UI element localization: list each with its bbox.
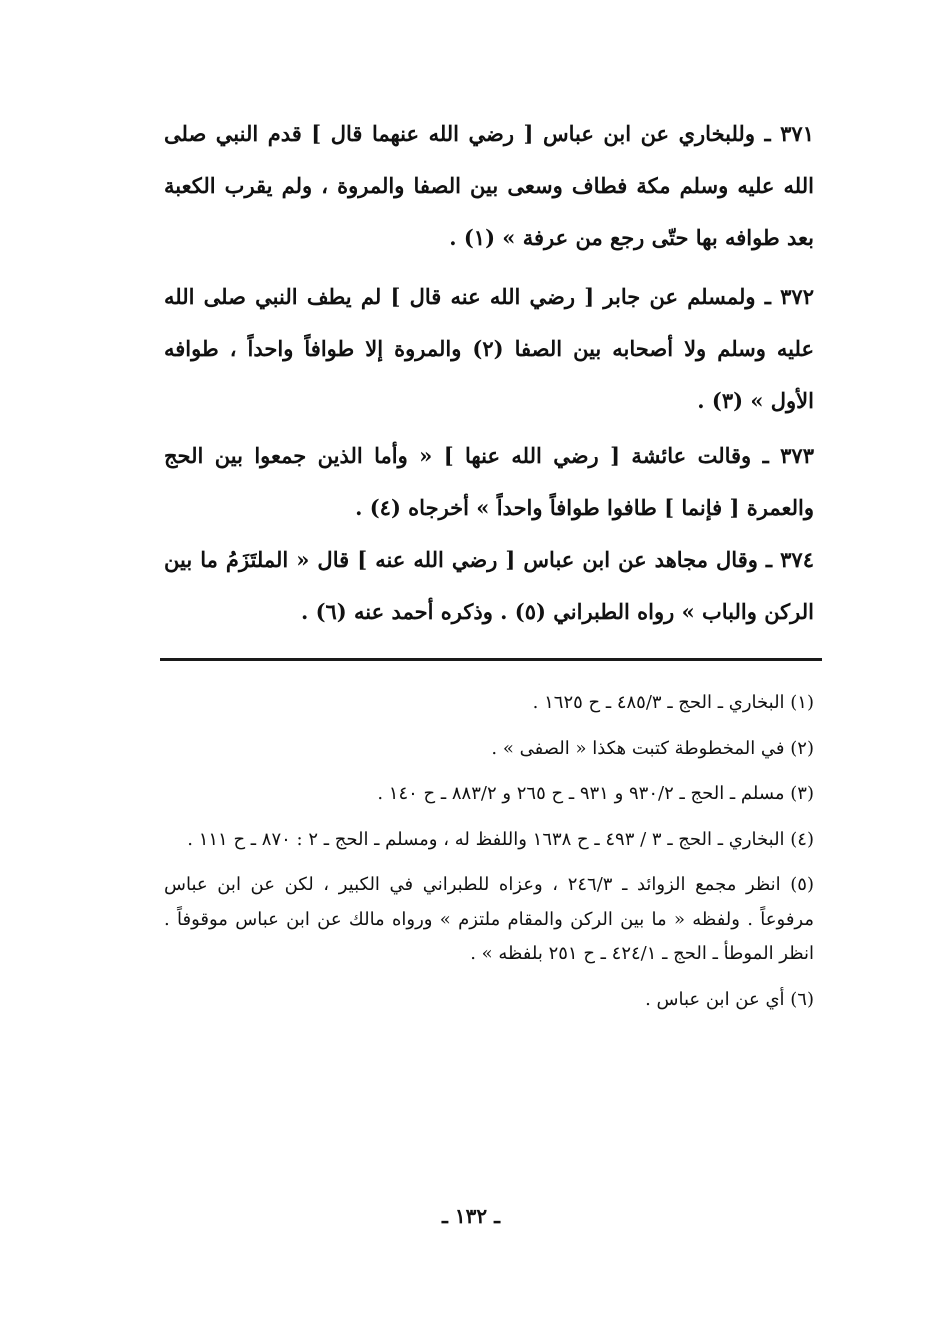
hadith-372: ٣٧٢ ـ ولمسلم عن جابر [ رضي الله عنه قال ] لم يطف النبي صلى الله عليه وسلم ولا أصحابه بين الصفا (٢) والمروة إلا طوافاً واحداً ، طوافه الأول » (٣) . [164, 284, 814, 413]
footnote-3: (٣) مسلم ـ الحج ـ ٩٣٠/٢ و ٩٣١ ـ ح ٢٦٥ و ٨٨٣/٢ ـ ح ١٤٠ . [377, 783, 814, 804]
footnote-4: (٤) البخاري ـ الحج ـ ٣ / ٤٩٣ ـ ح ١٦٣٨ واللفظ له ، ومسلم ـ الحج ـ ٢ : ٨٧٠ ـ ح ١١١ . [187, 828, 814, 850]
footnote-separator [160, 658, 822, 661]
footnote-5: (٥) انظر مجمع الزوائد ـ ٢٤٦/٣ ، وعزاه للطبراني في الكبير ، لكن عن ابن عباس مرفوعاً . ولفظه « ما بين الركن والمقام ملتزم » ورواه مالك عن ابن عباس موقوفاً . انظر الموطأ ـ الحج ـ ٤٢٤/١ ـ ح ٢٥١ بلفظه » . [164, 874, 814, 964]
main-text [164, 108, 814, 645]
hadith-374: ٣٧٤ ـ وقال مجاهد عن ابن عباس [ رضي الله عنه ] قال « الملتَزَمُ ما بين الركن والباب » رواه الطبراني (٥) . وذكره أحمد عنه (٦) . [164, 547, 814, 624]
page-number: ـ ١٣٢ ـ [442, 1204, 500, 1228]
footnotes [164, 686, 814, 1028]
footnote-6: (٦) أي عن ابن عباس . [645, 988, 814, 1010]
footnote-2: (٢) في المخطوطة كتبت هكذا « الصفى » . [491, 737, 814, 759]
hadith-373: ٣٧٣ ـ وقالت عائشة [ رضي الله عنها ] « وأما الذين جمعوا بين الحج والعمرة [ فإنما ] طافوا طوافاً واحداً » أخرجاه (٤) . [164, 443, 814, 520]
hadith-371: ٣٧١ ـ وللبخاري عن ابن عباس [ رضي الله عنهما قال ] قدم النبي صلى الله عليه وسلم مكة فطاف وسعى بين الصفا والمروة ، ولم يقرب الكعبة بعد طوافه بها حتّى رجع من عرفة » (١) . [164, 121, 814, 250]
footnote-1: (١) البخاري ـ الحج ـ ٤٨٥/٣ ـ ح ١٦٢٥ . [532, 692, 814, 713]
